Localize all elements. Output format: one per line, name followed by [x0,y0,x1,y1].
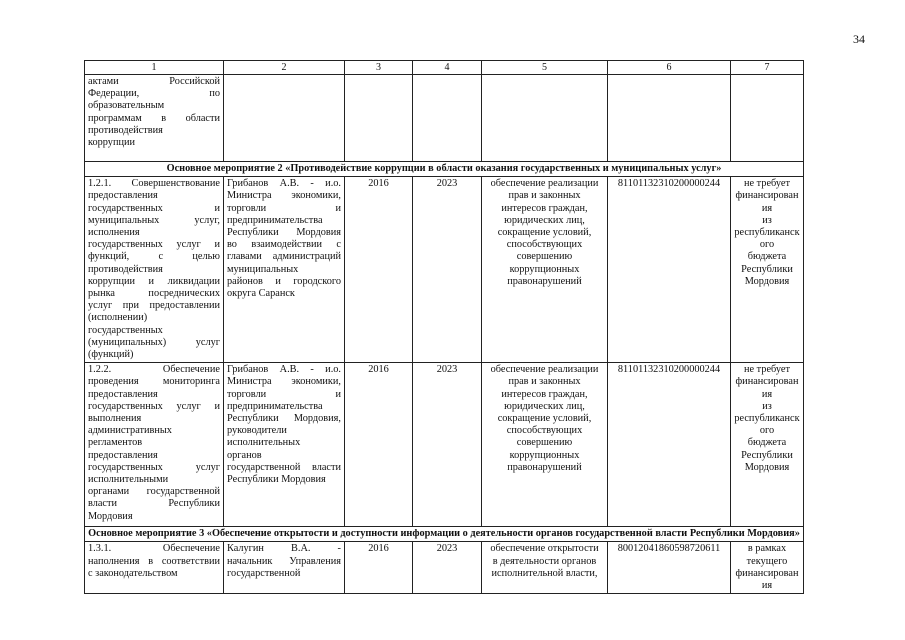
budget-code-cell: 81101132310200000244 [608,363,731,527]
responsible-cell [224,75,345,162]
financing-cell [731,75,804,162]
responsible-cell [224,542,345,594]
budget-code-cell: 81101132310200000244 [608,177,731,363]
text-line: коррупции и ликвидации [88,275,220,287]
text-line: предоставления [88,388,158,400]
text-line: административных [88,425,172,437]
end-year-cell: 2023 [413,363,482,527]
text-line: услуг при предоставлении [88,300,220,312]
text-line: органов [227,449,262,461]
budget-code-cell: 80012041860598720611 [608,542,731,594]
text-line: обеспечение реализации [490,178,599,190]
text-line: сокращение условий, [497,227,592,239]
text-line: республиканского [734,227,800,251]
responsible-cell [224,177,345,363]
table-row [85,75,804,162]
text-line: из [762,214,772,226]
text-line: (муниципальных) услуг [88,336,220,348]
start-year-cell: 2016 [345,177,413,363]
text-line: Мордовия [744,275,790,287]
text-line: наполнения в соответствии [88,555,220,567]
text-line: актами Российской [88,76,220,87]
text-line: интересов граждан, [501,388,588,400]
text-line: выполнения [88,413,142,425]
text-line: бюджета [747,251,787,263]
text-line: торговли и [227,202,341,214]
text-line: исполнения [88,227,140,239]
text-line: финансирования [735,376,799,400]
text-line: противодействия [88,263,163,275]
text-line: из [762,400,772,412]
text-line: власти Республики [88,498,220,510]
end-year-cell [413,75,482,162]
text-line: правонарушений [507,461,582,473]
text-line: исполнительных [227,437,301,449]
financing-cell [731,363,804,527]
text-line: муниципальных [227,263,299,275]
column-number: 3 [345,61,413,75]
text-line: прав и законных [508,190,581,202]
column-number-row [85,61,804,75]
text-line: Республики Мордовия [227,474,326,486]
text-line: предоставления [88,449,158,461]
financing-cell [731,177,804,363]
expected-result-cell [482,177,608,363]
text-line: образовательным [88,100,165,112]
column-number: 2 [224,61,345,75]
text-line: коррупционных [509,263,580,275]
text-line: не требует [744,364,790,376]
text-line: способствующих [506,425,583,437]
text-line: с законодательством [88,567,178,579]
activity-name-cell [85,363,224,527]
text-line: Республики Мордовия [227,227,341,239]
text-line: 1.3.1. Обеспечение [88,543,220,555]
column-number: 4 [413,61,482,75]
section-row [85,527,804,542]
expected-result-cell [482,363,608,527]
text-line: бюджета [747,437,787,449]
text-line: способствующих [506,239,583,251]
text-line: округа Саранск [227,288,295,300]
text-line: Республики [741,263,793,275]
text-line: начальник Управления [227,555,341,567]
financing-cell [731,542,804,594]
text-line: районов и городского [227,275,341,287]
activity-name-cell [85,75,224,162]
text-line: прав и законных [508,376,581,388]
text-line: противодействия [88,124,163,136]
text-line: (функций) [88,349,134,361]
text-line: предоставления [88,190,158,202]
text-line: государственных услуг и [88,400,220,412]
text-line: исполнительными [88,474,169,486]
text-line: государственных [88,324,163,336]
text-line: муниципальных услуг, [88,214,220,226]
section-title: Основное мероприятие 2 «Противодействие коррупции в области оказания государственных и муниципальных услуг» [85,162,804,177]
program-table [84,60,804,594]
start-year-cell [345,75,413,162]
expected-result-cell [482,75,608,162]
text-line: торговли и [227,388,341,400]
text-line: совершению [516,437,573,449]
text-line: государственных и [88,202,220,214]
table-row [85,177,804,363]
end-year-cell: 2023 [413,542,482,594]
text-line: главами администраций [227,251,341,263]
text-line: сокращение условий, [497,413,592,425]
column-number: 7 [731,61,804,75]
text-line: Республики Мордовия, [227,413,341,425]
responsible-cell [224,363,345,527]
section-title: Основное мероприятие 3 «Обеспечение открытости и доступности информации о деятельности органов государственной власти Республики Мордовия» [85,527,804,542]
text-line: юридических лиц, [504,400,585,412]
text-line: регламентов [88,437,143,449]
column-number: 5 [482,61,608,75]
activity-name-cell [85,177,224,363]
text-line: во взаимодействии с [227,239,341,251]
end-year-cell: 2023 [413,177,482,363]
text-line: юридических лиц, [504,214,585,226]
text-line: предпринимательства [227,400,323,412]
text-line: в рамках текущего [746,543,788,567]
text-line: республиканского [734,413,800,437]
text-line: совершению [516,251,573,263]
start-year-cell: 2016 [345,363,413,527]
budget-code-cell [608,75,731,162]
text-line: органами государственной [88,486,220,498]
expected-result-cell [482,542,608,594]
table-row [85,363,804,527]
text-line: Министра экономики, [227,190,341,202]
section-row [85,162,804,177]
start-year-cell: 2016 [345,542,413,594]
text-line: в деятельности органов [492,555,597,567]
text-line: Министра экономики, [227,376,341,388]
text-line: интересов граждан, [501,202,588,214]
text-line: Федерации, по [88,88,220,100]
text-line: финансирования [735,190,799,214]
text-line: функций, с целью [88,251,220,263]
text-line: не требует [744,178,790,190]
text-line: государственной [227,567,301,579]
text-line: Мордовия [88,510,133,522]
text-line: Республики [741,449,793,461]
text-line: государственной власти [227,461,341,473]
text-line: государственных услуг и [88,239,220,251]
text-line: исполнительной власти, [491,567,598,579]
table-row [85,542,804,594]
text-line: рынка посреднических [88,288,220,300]
text-line: Грибанов А.В. - и.о. [227,178,341,190]
text-line: 1.2.1. Совершенствование [88,178,220,190]
activity-name-cell [85,542,224,594]
text-line: Калугин В.А. - [227,543,341,555]
column-number: 6 [608,61,731,75]
text-line: (исполнении) [88,312,148,324]
text-line: Мордовия [744,461,790,473]
text-line: Грибанов А.В. - и.о. [227,364,341,376]
text-line: коррупции [88,137,135,149]
text-line: обеспечение открытости [490,543,599,555]
text-line: государственных услуг [88,461,220,473]
text-line: коррупционных [509,449,580,461]
page-number: 34 [853,32,865,46]
text-line: предпринимательства [227,214,323,226]
text-line: проведения мониторинга [88,376,220,388]
text-line: финансирования [735,567,799,592]
text-line: руководители [227,425,287,437]
column-number: 1 [85,61,224,75]
text-line: 1.2.2. Обеспечение [88,364,220,376]
text-line: правонарушений [507,275,582,287]
text-line: обеспечение реализации [490,364,599,376]
text-line: программам в области [88,112,220,124]
